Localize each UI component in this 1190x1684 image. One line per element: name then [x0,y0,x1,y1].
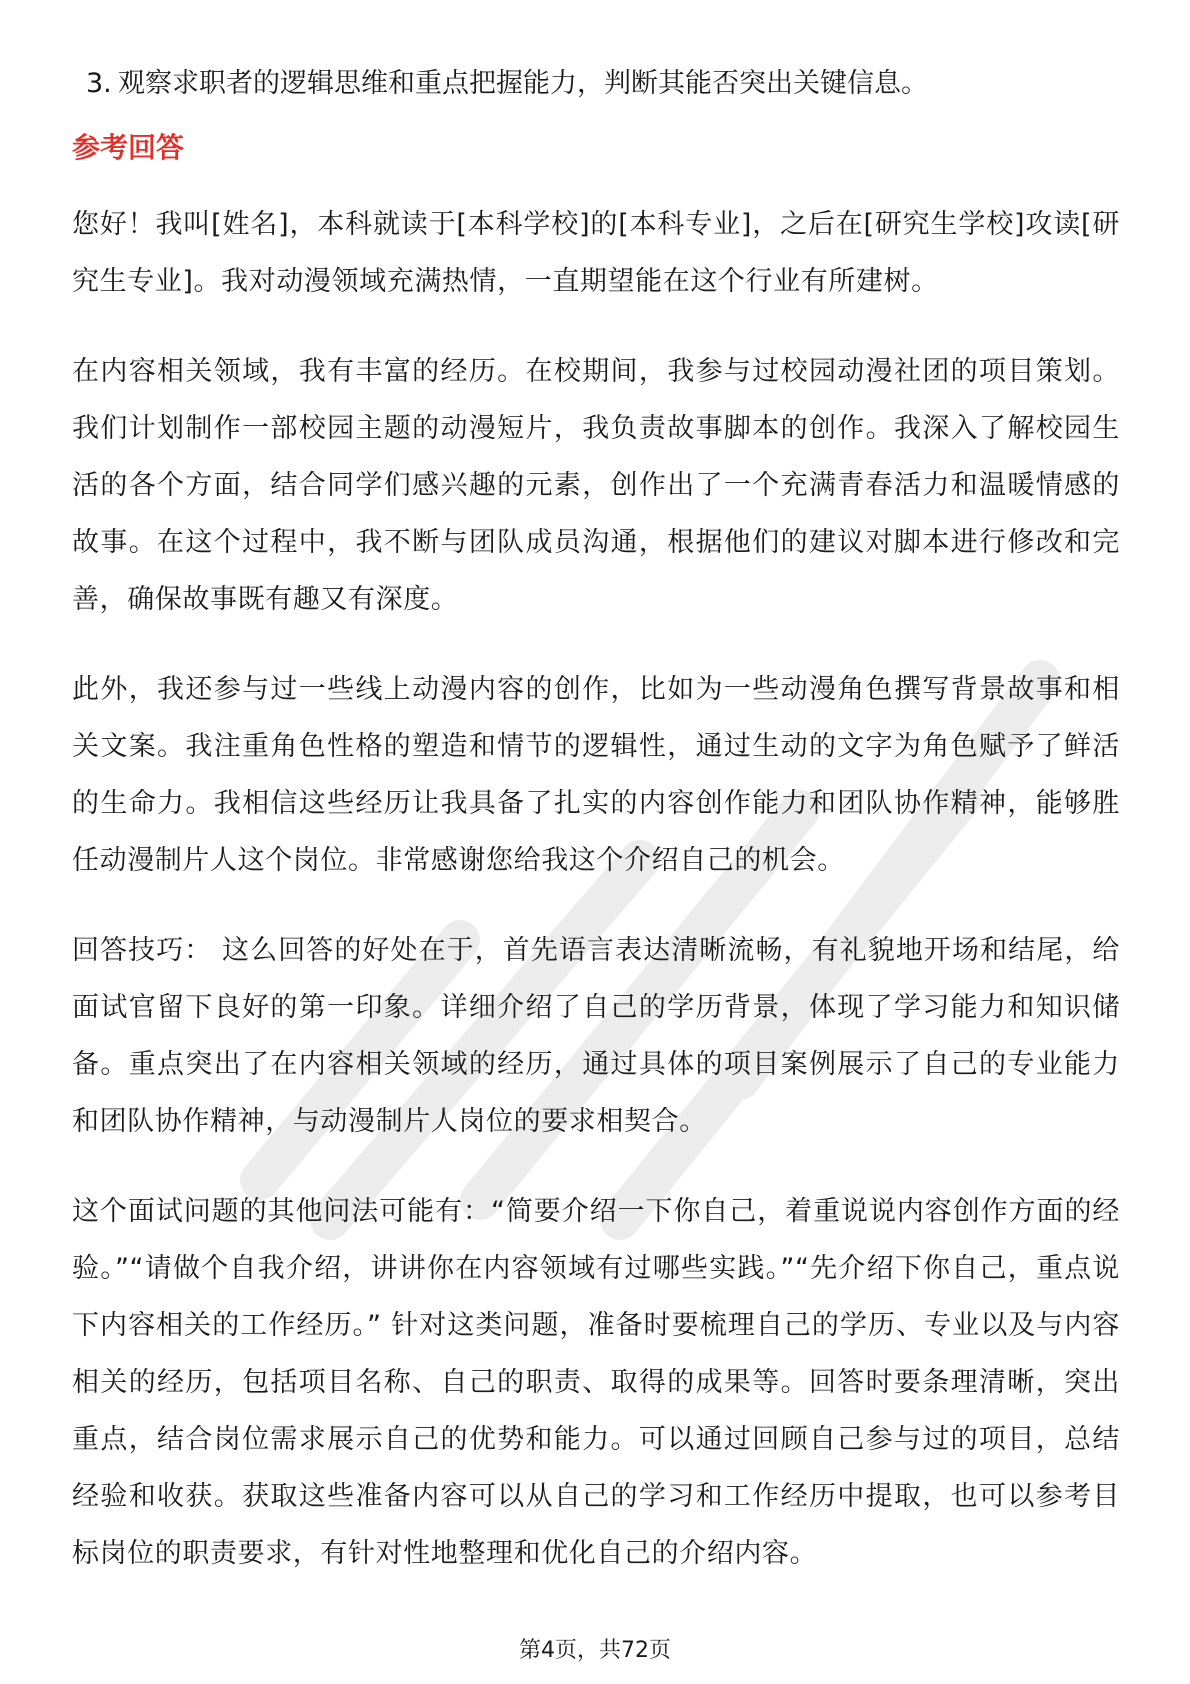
document-body [72,64,1120,1615]
list-item [72,64,1120,104]
list-item-text: 观察求职者的逻辑思维和重点把握能力，判断其能否突出关键信息。 [118,68,928,99]
page-footer: 第4页，共72页 [519,1638,671,1663]
paragraph-intro: 您好！我叫[姓名]，本科就读于[本科学校]的[本科专业]，之后在[研究生学校]攻读[研究生专业]。我对动漫领域充满热情，一直期望能在这个行业有所建树。 [72,209,1120,297]
section-heading: 参考回答 [72,131,185,164]
paragraph-other-questions: 这个面试问题的其他问法可能有：“简要介绍一下你自己，着重说说内容创作方面的经验。”“请做个自我介绍，讲讲你在内容领域有过哪些实践。”“先介绍下你自己，重点说下内容相关的工作经历。” 针对这类问题，准备时要梳理自己的学历、专业以及与内容相关的经历，包括项目名称、自己的职责、取得的成果等。回答时要条理清晰，突出重点，结合岗位需求展示自己的优势和能力。可以通过回顾自己参与过的项目，总结经验和收获。获取这些准备内容可以从自己的学习和工作经历中提取，也可以参考目标岗位的职责要求，有针对性地整理和优化自己的介绍内容。 [72,1196,1120,1569]
paragraph-online-creation: 此外，我还参与过一些线上动漫内容的创作，比如为一些动漫角色撰写背景故事和相关文案。我注重角色性格的塑造和情节的逻辑性，通过生动的文字为角色赋予了鲜活的生命力。我相信这些经历让我具备了扎实的内容创作能力和团队协作精神，能够胜任动漫制片人这个岗位。非常感谢您给我这个介绍自己的机会。 [72,674,1120,876]
list-item-number: 3. [86,68,112,99]
paragraph-experience: 在内容相关领域，我有丰富的经历。在校期间，我参与过校园动漫社团的项目策划。我们计划制作一部校园主题的动漫短片，我负责故事脚本的创作。我深入了解校园生活的各个方面，结合同学们感兴趣的元素，创作出了一个充满青春活力和温暖情感的故事。在这个过程中，我不断与团队成员沟通，根据他们的建议对脚本进行修改和完善，确保故事既有趣又有深度。 [72,356,1120,615]
paragraph-answer-tips: 回答技巧： 这么回答的好处在于，首先语言表达清晰流畅，有礼貌地开场和结尾，给面试官留下良好的第一印象。详细介绍了自己的学历背景，体现了学习能力和知识储备。重点突出了在内容相关领域的经历，通过具体的项目案例展示了自己的专业能力和团队协作精神，与动漫制片人岗位的要求相契合。 [72,935,1120,1137]
